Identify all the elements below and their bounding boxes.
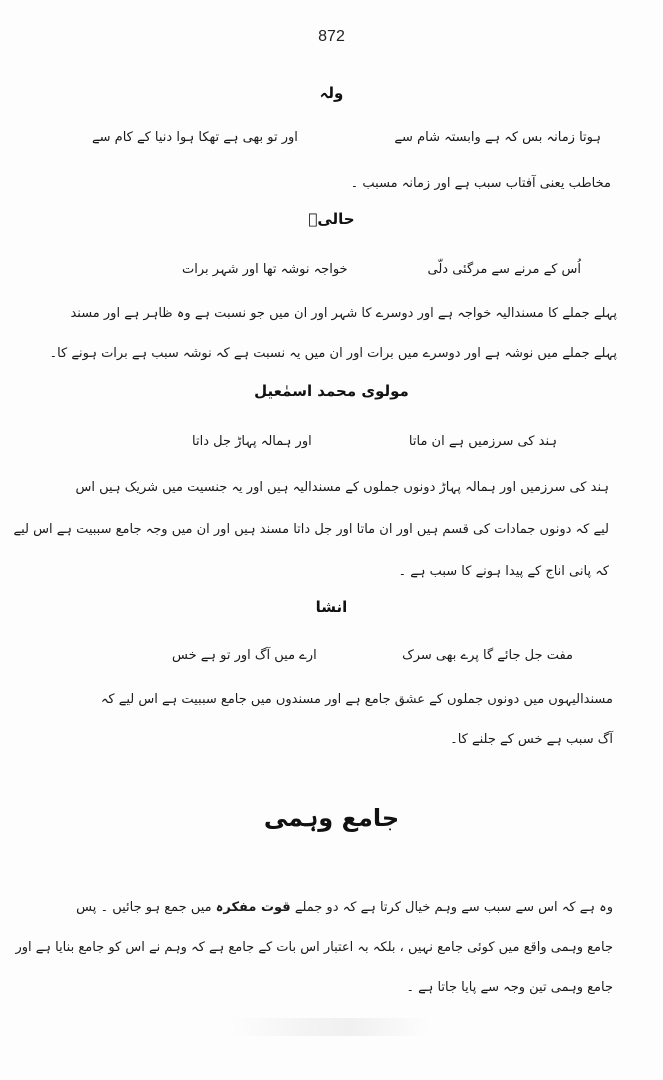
paragraph-text: وہ ہے کہ اس سے سبب سے وہم خیال کرتا ہے کہ دو جملے (294, 900, 613, 915)
paragraph-line: جامع وہمی تین وجہ سے پایا جاتا ہے ۔ (406, 980, 613, 995)
verse-second-hemistich: خواجہ نوشہ تھا اور شہر برات (182, 262, 348, 277)
explanation-line: پہلے جملے کا مسندالیہ خواجہ ہے اور دوسرے کا شہر اور ان میں جو نسبت ہے وہ ظاہر ہے اور مسند (70, 306, 617, 321)
verse-second-hemistich: اور تو بھی ہے تھکا ہوا دنیا کے کام سے (92, 130, 298, 145)
page-number: 872 (318, 28, 345, 45)
explanation-line: کہ پانی اناج کے پیدا ہونے کا سبب ہے ۔ (398, 564, 609, 579)
verse-first-hemistich: اُس کے مرنے سے مرگئی دلّی (427, 262, 581, 277)
paragraph-line: جامع وہمی واقع میں کوئی جامع نہیں ، بلکہ بہ اعتبار اس بات کے جامع ہے کہ وہم نے اس کو جامع بنایا ہے اور (15, 940, 613, 955)
chapter-heading: جامع وہمی (263, 804, 400, 832)
explanation-line: مسندالیہوں میں دونوں جملوں کے عشق جامع ہے اور مسندوں میں جامع سببیت ہے اس لیے کہ (100, 692, 613, 707)
explanation-line: آگ سبب ہے خس کے جلنے کا۔ (450, 732, 613, 747)
verse-first-hemistich: مفت جل جائے گا پرے بھی سرک (402, 648, 573, 663)
explanation-line: پہلے جملے میں نوشہ ہے اور دوسرے میں برات اور ان میں یہ نسبت ہے کہ نوشہ سبب ہے برات ہونے کا۔ (49, 346, 617, 361)
section-heading-insha: انشا (315, 598, 348, 616)
explanation-line: لیے کہ دونوں جمادات کی قسم ہیں اور ان ماتا اور جل داتا مسند ہیں اور ان میں وجہ جامع سببیت ہے اس لیے (13, 522, 609, 537)
explanation-line: مخاطب یعنی آفتاب سبب ہے اور زمانہ مسبب ۔ (350, 176, 611, 191)
verse-second-hemistich: ارے میں آگ اور تو ہے خس (172, 648, 317, 663)
explanation-line: ہند کی سرزمیں اور ہمالہ پہاڑ دونوں جملوں کے مسندالیہ ہیں اور یہ جنسیت میں شریک ہیں اس (75, 480, 609, 495)
bold-term: قوت مفکرہ (215, 900, 291, 915)
paragraph-line (76, 898, 613, 918)
bleed-through-smudge (230, 1018, 430, 1036)
verse-second-hemistich: اور ہمالہ پہاڑ جل داتا (192, 434, 312, 449)
section-heading-hali: حالیؔ (308, 210, 355, 228)
section-heading-walah: ولہ (319, 84, 344, 102)
paragraph-text: میں جمع ہو جائیں ۔ پس (76, 900, 212, 915)
section-heading-ismail: مولوی محمد اسمٰعیل (254, 382, 409, 400)
verse-first-hemistich: ہوتا زمانہ بس کہ ہے وابستہ شام سے (394, 130, 601, 145)
verse-first-hemistich: ہند کی سرزمیں ہے ان ماتا (408, 434, 557, 449)
